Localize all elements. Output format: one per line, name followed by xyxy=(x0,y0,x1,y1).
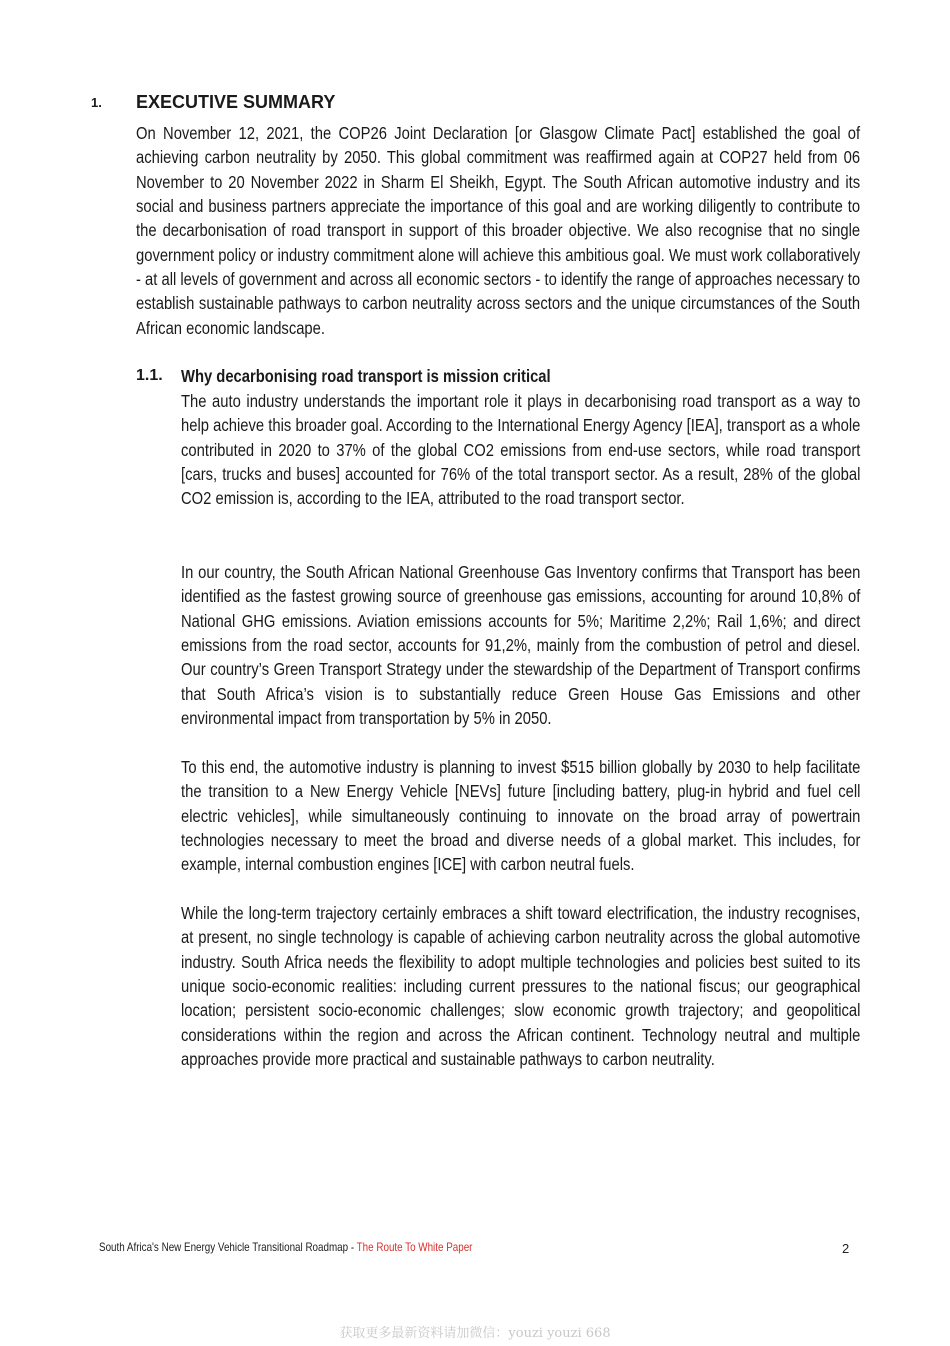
section-title: EXECUTIVE SUMMARY xyxy=(136,92,336,112)
page-footer xyxy=(99,1240,472,1254)
footer-document-subtitle: The Route To White Paper xyxy=(356,1240,473,1254)
subsection-number: 1.1. xyxy=(136,367,163,384)
section-intro-paragraph xyxy=(136,121,860,340)
paragraph-text: While the long-term trajectory certainly embraces a shift toward electrification, the industry recognises, at present, no single technology is capable of achieving carbon neutrality across the global automotive industry. South Africa needs the flexibility to adopt multiple technologies and policies best suited to its unique socio-economic realities: including current pressures to the national fiscus; our geographical location; persistent socio-economic challenges; slow economic growth trajectory; and geopolitical considerations within the region and across the African continent. Technology neutral and multiple approaches provide more practical and sustainable pathways to carbon neutrality. xyxy=(181,903,861,1070)
paragraph-text: The auto industry understands the important role it plays in decarbonising road transport as a way to help achieve this broader goal. According to the International Energy Agency [IEA], transport as a whole contributed in 2020 to 37% of the global CO2 emissions from end-use sectors, while road transport [cars, trucks and buses] accounted for 76% of the total transport sector. As a result, 28% of the global CO2 emission is, according to the IEA, attributed to the road transport sector. xyxy=(181,391,861,509)
paragraph-technology-neutral xyxy=(181,901,860,1071)
paragraph-text: On November 12, 2021, the COP26 Joint Declaration [or Glasgow Climate Pact] established the goal of achieving carbon neutrality by 2050. This global commitment was reaffirmed again at COP27 held from 06 November to 20 November 2022 in Sharm El Sheikh, Egypt. The South African automotive industry and its social and business partners appreciate the importance of this goal and are working diligently to contribute to the decarbonisation of road transport in support of this broader objective. We also recognise that no single government policy or industry commitment alone will achieve this ambitious goal. We must work collaboratively - at all levels of government and across all economic sectors - to identify the range of approaches necessary to establish sustainable pathways to carbon neutrality across sectors and the unique circumstances of the South African economic landscape. xyxy=(136,123,861,338)
footer-document-title: South Africa's New Energy Vehicle Transitional Roadmap - xyxy=(99,1240,357,1254)
paragraph-iea-transport xyxy=(181,389,860,511)
subsection-title: Why decarbonising road transport is mission critical xyxy=(181,366,551,386)
section-number: 1. xyxy=(91,95,102,110)
watermark-text: 获取更多最新资料请加微信：youzi youzi 668 xyxy=(339,1326,611,1341)
paragraph-investment xyxy=(181,755,860,877)
paragraph-text: In our country, the South African National Greenhouse Gas Inventory confirms that Transport has been identified as the fastest growing source of greenhouse gas emissions, accounting for around 10,8% of National GHG emissions. Aviation emissions accounts for 5%; Maritime 2,2%; Rail 1,6%; and direct emissions from the road sector, accounts for 91,2%, mainly from the combustion of petrol and diesel. Our country’s Green Transport Strategy under the stewardship of the Department of Transport confirms that South Africa’s vision is to substantially reduce Green House Gas Emissions and other environmental impact from transportation by 5% in 2050. xyxy=(181,562,861,729)
paragraph-text: To this end, the automotive industry is planning to invest $515 billion globally by 2030 to help facilitate the transition to a New Energy Vehicle [NEVs] future [including battery, plug-in hybrid and fuel cell electric vehicles], while simultaneously continuing to innovate on the broad array of powertrain technologies necessary to meet the broad and diverse needs of a global market. This includes, for example, internal combustion engines [ICE] with carbon neutral fuels. xyxy=(181,757,861,875)
paragraph-national-ghg xyxy=(181,560,860,730)
page-number: 2 xyxy=(842,1241,850,1256)
